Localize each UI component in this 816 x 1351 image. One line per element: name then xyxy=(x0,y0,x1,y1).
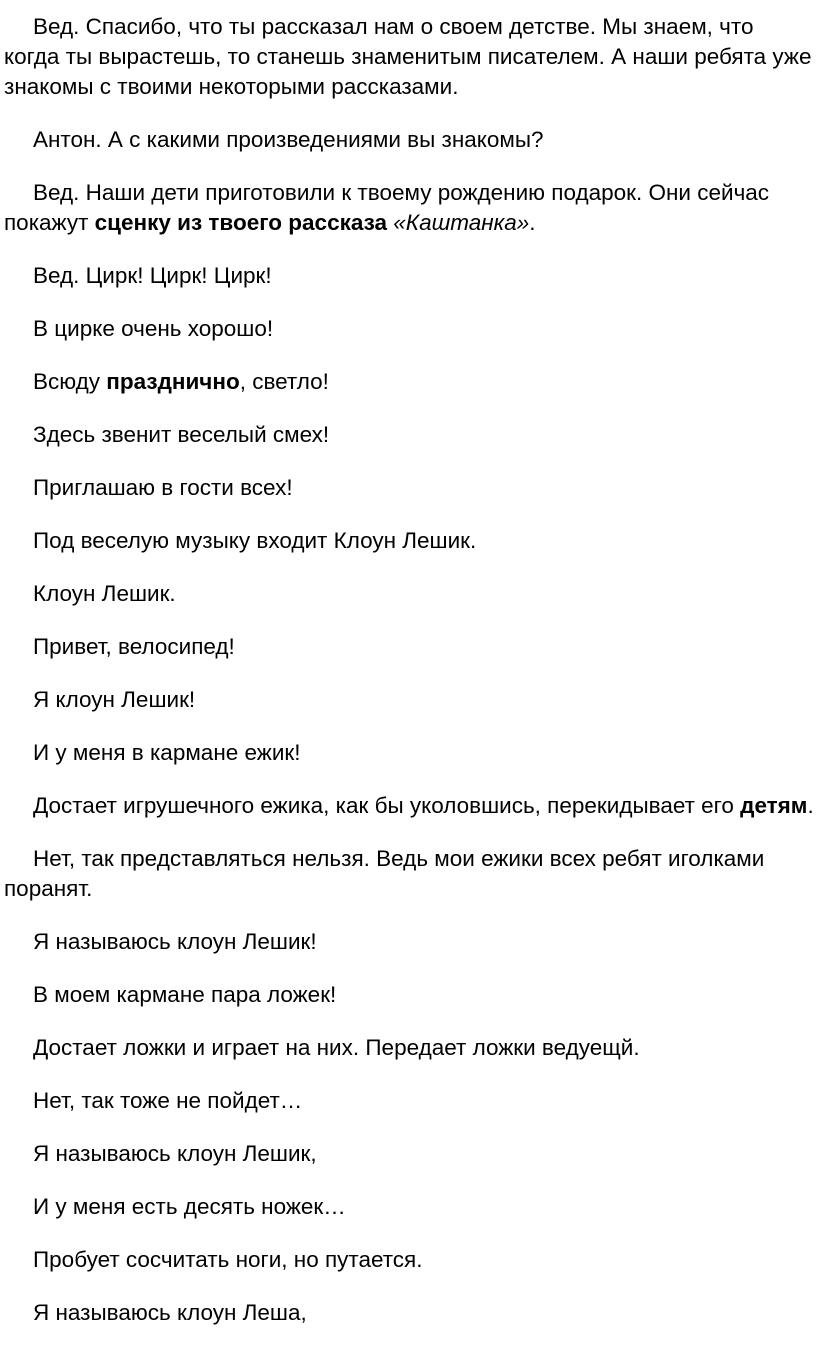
text-run: В моем кармане пара ложек! xyxy=(33,982,337,1007)
paragraph xyxy=(4,526,814,556)
paragraph xyxy=(4,314,814,344)
text-run: Клоун Лешик. xyxy=(33,581,176,606)
text-run: Нет, так представляться нельзя. Ведь мои ежики всех ребят иголками поранят. xyxy=(4,846,765,901)
paragraph xyxy=(4,738,814,768)
paragraph xyxy=(4,12,814,102)
paragraph xyxy=(4,125,814,155)
paragraph xyxy=(4,1086,814,1116)
text-run: Нет, так тоже не пойдет… xyxy=(33,1088,303,1113)
text-run: Здесь звенит веселый смех! xyxy=(33,422,330,447)
text-run: . xyxy=(807,793,814,818)
text-run: Антон. А с какими произведениями вы знакомы? xyxy=(33,127,544,152)
bold-text: празднично xyxy=(106,369,240,394)
paragraph xyxy=(4,632,814,662)
text-run: Привет, велосипед! xyxy=(33,634,235,659)
text-run: В цирке очень хорошо! xyxy=(33,316,274,341)
document-page xyxy=(0,12,816,1351)
text-run: Я называюсь клоун Лешик, xyxy=(33,1141,317,1166)
paragraph xyxy=(4,844,814,904)
text-run: Я называюсь клоун Леша, xyxy=(33,1300,307,1325)
paragraph xyxy=(4,261,814,291)
text-run: Вед. Наши дети приготовили к твоему рождению подарок. Они сейчас покажут xyxy=(4,180,770,235)
bold-text: детям xyxy=(740,793,808,818)
paragraph xyxy=(4,1192,814,1222)
text-run: Достает игрушечного ежика, как бы уколовшись, перекидывает его xyxy=(33,793,741,818)
text-run: Под веселую музыку входит Клоун Лешик. xyxy=(33,528,477,553)
text-run: . xyxy=(529,210,536,235)
paragraph xyxy=(4,1033,814,1063)
paragraph xyxy=(4,791,814,821)
text-run: Приглашаю в гости всех! xyxy=(33,475,293,500)
text-run: Вед. Спасибо, что ты рассказал нам о своем детстве. Мы знаем, что когда ты вырастешь, то станешь знаменитым писателем. А наши ребята уже знакомы с твоими некоторыми рассказами. xyxy=(4,14,812,99)
text-run: Я называюсь клоун Лешик! xyxy=(33,929,317,954)
paragraph xyxy=(4,473,814,503)
text-run: Достает ложки и играет на них. Передает ложки ведуещй. xyxy=(33,1035,640,1060)
text-run: Пробует сосчитать ноги, но путается. xyxy=(33,1247,423,1272)
paragraph xyxy=(4,579,814,609)
paragraph xyxy=(4,1245,814,1275)
text-run: Вед. Цирк! Цирк! Цирк! xyxy=(33,263,272,288)
paragraph xyxy=(4,367,814,397)
paragraph xyxy=(4,1139,814,1169)
paragraph xyxy=(4,420,814,450)
paragraph xyxy=(4,1298,814,1328)
text-run: И у меня есть десять ножек… xyxy=(33,1194,346,1219)
paragraph xyxy=(4,685,814,715)
text-run: Всюду xyxy=(33,369,107,394)
paragraph xyxy=(4,980,814,1010)
italic-text: «Каштанка» xyxy=(393,210,530,235)
text-run: , светло! xyxy=(239,369,329,394)
paragraph xyxy=(4,927,814,957)
bold-text: сценку из твоего рассказа xyxy=(94,210,388,235)
paragraph xyxy=(4,178,814,238)
text-run: И у меня в кармане ежик! xyxy=(33,740,301,765)
text-run: Я клоун Лешик! xyxy=(33,687,196,712)
